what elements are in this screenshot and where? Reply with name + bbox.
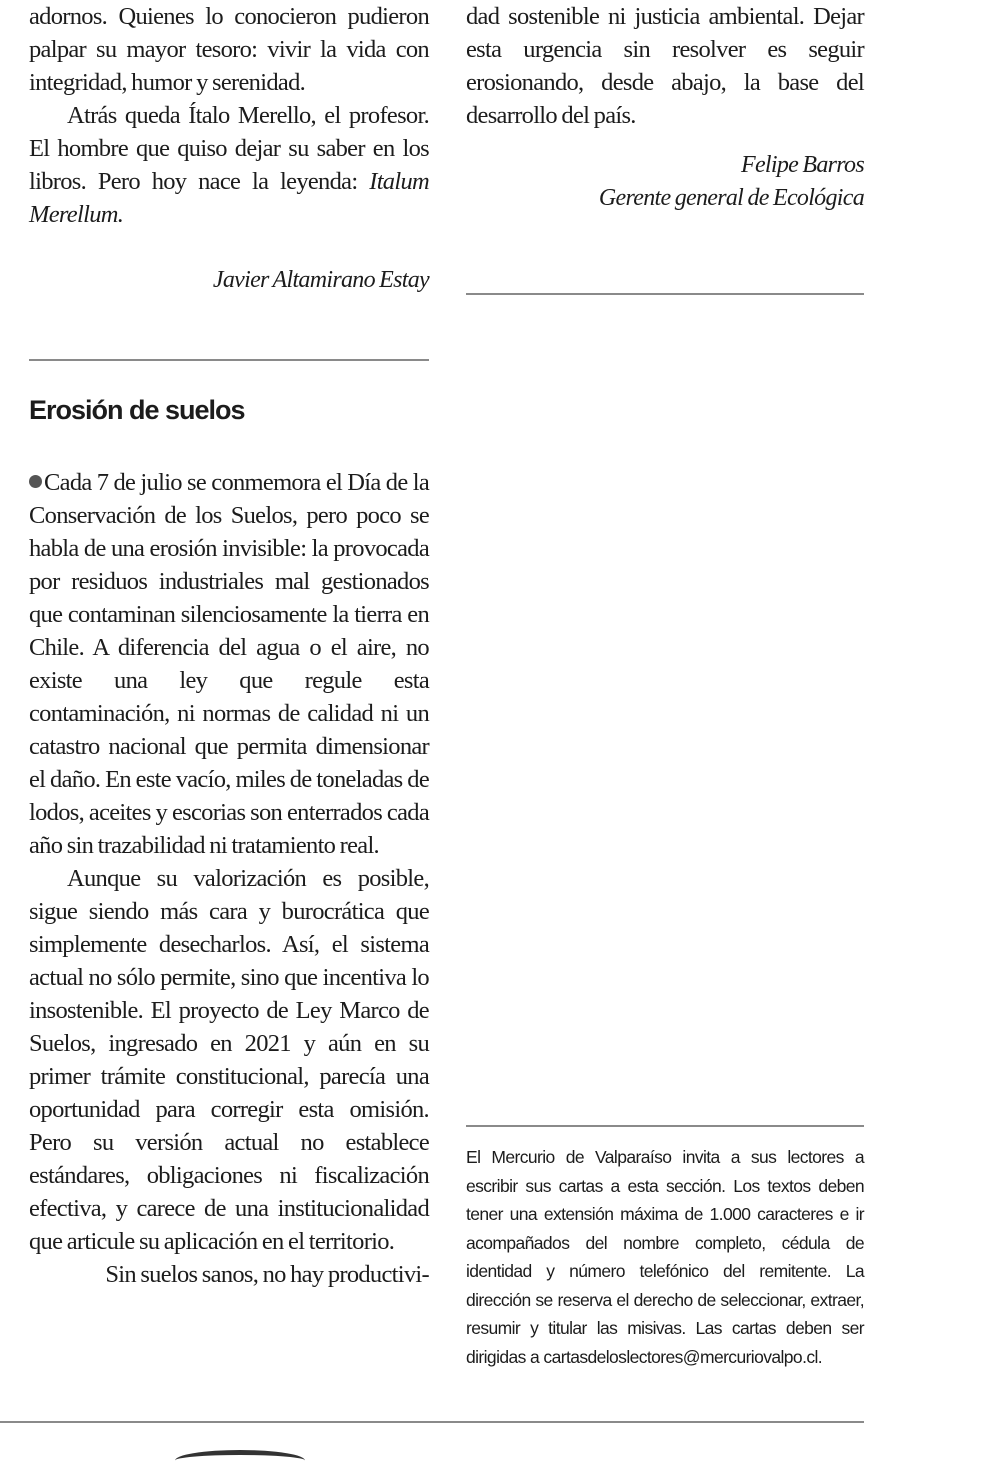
letter-paragraph: dad sostenible ni justicia ambiental. Dejar esta urgencia sin resolver es seguir erosionando, desde abajo, la base del desarrollo del país. bbox=[466, 3, 864, 129]
bottom-divider bbox=[0, 1421, 864, 1423]
previous-letter bbox=[29, 0, 429, 297]
letter-body bbox=[29, 466, 429, 1291]
previous-letter-signature: Javier Altamirano Estay bbox=[212, 267, 429, 293]
divider bbox=[29, 359, 429, 361]
letter-paragraph: Sin suelos sanos, no hay productivi- bbox=[105, 1261, 429, 1288]
letter-signature-role: Gerente general de Ecológica bbox=[598, 185, 864, 211]
submission-notice: El Mercurio de Valparaíso invita a sus lectores a escribir sus cartas a esta sección. Los textos deben tener una extensión máxima de 1.000 caracteres e ir acompañados del nombre completo, cédula de identidad y número telefónico del remitente. La dirección se reserva el derecho de seleccionar, extraer, resumir y titular las misivas. Las cartas deben ser dirigidas a cartasdeloslectores@mercuriovalpo.cl. bbox=[466, 1147, 864, 1367]
previous-letter-paragraph bbox=[29, 99, 429, 231]
letter-continuation bbox=[466, 0, 864, 215]
footer-logo-fragment bbox=[175, 1450, 305, 1471]
letter-signature-name: Felipe Barros bbox=[741, 152, 864, 178]
letter-paragraph bbox=[29, 466, 429, 862]
letter-paragraph: Aunque su valorización es posible, sigue siendo más cara y burocrática que simplemente desecharlos. Así, el sistema actual no sólo permite, sino que incentiva lo insostenible. El proyecto de Ley Marco de Suelos, ingresado en 2021 y aún en su primer trámite constitucional, parecía una oportunidad para corregir esta omisión. Pero su versión actual no establece estándares, obligaciones ni fiscalización efectiva, y carece de una institucionalidad que articule su aplicación en el territorio. bbox=[29, 865, 429, 1255]
previous-letter-paragraph: adornos. Quienes lo conocieron pudieron palpar su mayor tesoro: vivir la vida con integridad, humor y serenidad. bbox=[29, 3, 429, 96]
previous-letter-italic: Italum Merellum. bbox=[29, 168, 429, 228]
divider bbox=[466, 1125, 864, 1127]
divider bbox=[466, 293, 864, 295]
previous-letter-text: Atrás queda Ítalo Merello, el profesor. El hombre que quiso dejar su saber en los libros. Pero hoy nace la leyenda: bbox=[29, 102, 429, 195]
letter-paragraph-text: Cada 7 de julio se conmemora el Día de la Conservación de los Suelos, pero poco se habla de una erosión invisible: la provocada por residuos industriales mal gestionados que contaminan silenciosamente la tierra en Chile. A diferencia del agua o el aire, no existe una ley que regule esta contaminación, ni normas de calidad ni un catastro nacional que permita dimensionar el daño. En este vacío, miles de toneladas de lodos, aceites y escorias son enterrados cada año sin trazabilidad ni tratamiento real. bbox=[29, 469, 429, 859]
bullet-icon bbox=[29, 475, 42, 488]
letter-title: Erosión de suelos bbox=[29, 395, 245, 425]
